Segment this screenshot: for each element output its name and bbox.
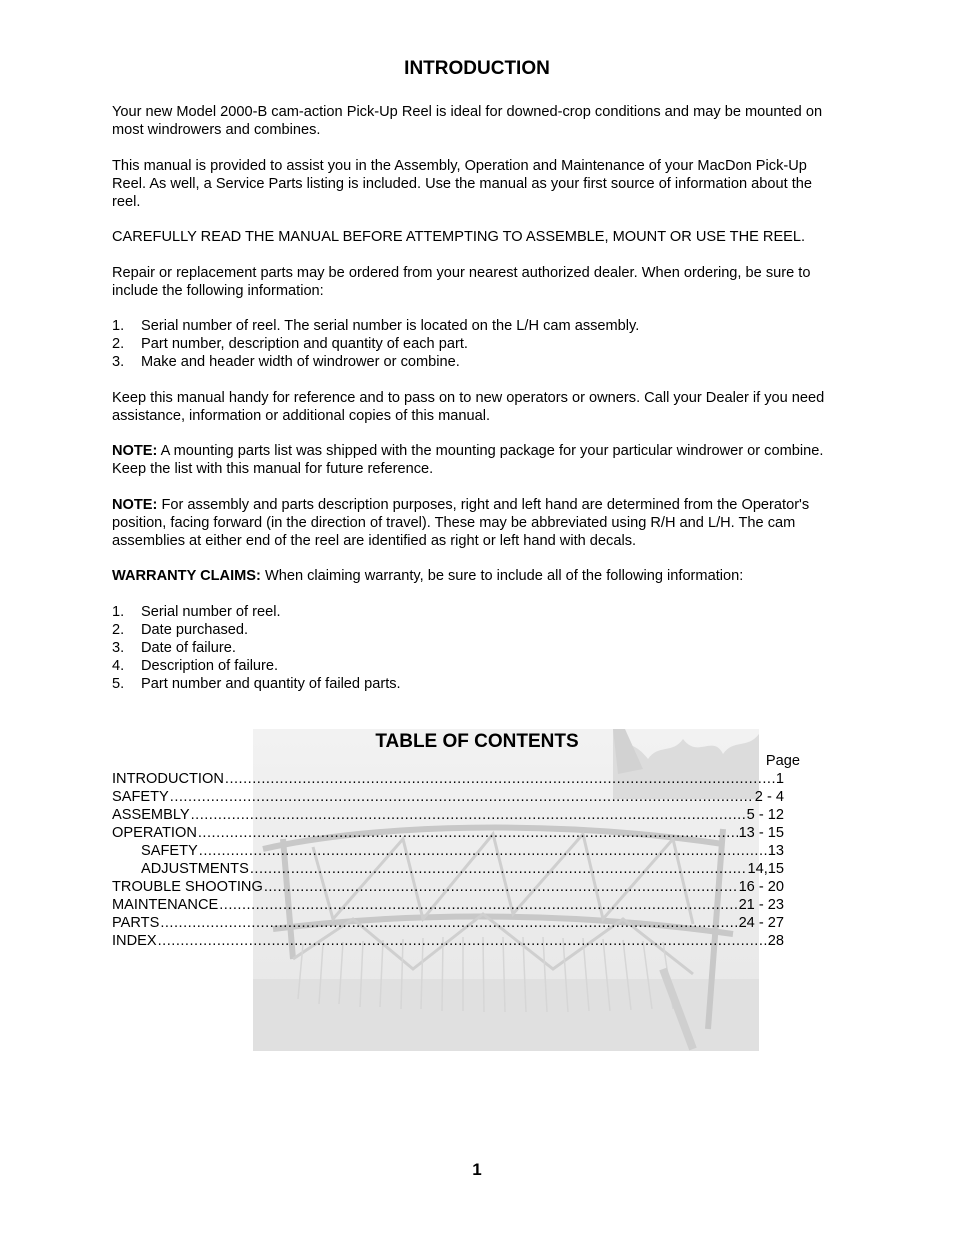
list-item: 3. Make and header width of windrower or combine. <box>112 354 460 370</box>
note-mounting-parts: NOTE: A mounting parts list was shipped with the mounting package for your particular windrower or combine. Keep the list with this manual for future reference. <box>112 443 824 477</box>
intro-paragraph-manual-purpose: This manual is provided to assist you in the Assembly, Operation and Maintenance of your MacDon Pick-Up Reel. As well, a Service Parts listing is included. Use the manual as your first source of information about the reel. <box>112 157 813 210</box>
intro-paragraph-caution: CAREFULLY READ THE MANUAL BEFORE ATTEMPTING TO ASSEMBLE, MOUNT OR USE THE REEL. <box>112 229 806 245</box>
toc-entry[interactable]: TROUBLE SHOOTING ..... 16 - 20 <box>112 878 784 896</box>
note-label: NOTE: <box>112 496 158 513</box>
list-item: 5. Part number and quantity of failed parts. <box>112 675 401 692</box>
list-item: 2. Part number, description and quantity of each part. <box>112 336 468 352</box>
introduction-body <box>112 103 844 710</box>
introduction-heading: INTRODUCTION <box>404 58 550 79</box>
list-item: 3. Date of failure. <box>112 639 236 656</box>
toc-entry[interactable]: SAFETY ..... 2 - 4 <box>112 788 784 806</box>
list-item: 1. Serial number of reel. The serial number is located on the L/H cam assembly. <box>112 318 640 334</box>
toc-entry[interactable]: OPERATION ..... 13 - 15 <box>112 824 784 842</box>
toc-entry[interactable]: INDEX ..... 28 <box>112 932 784 950</box>
ordering-info-list <box>112 317 844 371</box>
page-number: 1 <box>472 1160 482 1179</box>
toc-page-column-label: Page <box>765 753 800 769</box>
note-right-left-hand: NOTE: For assembly and parts description purposes, right and left hand are determined from the Operator's position, facing forward (in the direction of travel). These may be abbreviated using R/H and L/H. The cam assemblies at either end of the reel are identified as right or left hand with decals. <box>112 496 810 549</box>
intro-paragraph-model: Your new Model 2000-B cam-action Pick-Up Reel is ideal for downed-crop conditions and may be mounted on most windrowers and combines. <box>112 104 823 138</box>
toc-entry[interactable]: INTRODUCTION ..... 1 <box>112 770 784 788</box>
warranty-info-list <box>112 603 844 693</box>
toc-entry[interactable]: ASSEMBLY ..... 5 - 12 <box>112 806 784 824</box>
list-item: 4. Description of failure. <box>112 657 279 674</box>
warranty-claims: WARRANTY CLAIMS: When claiming warranty, be sure to include all of the following information: <box>112 568 744 584</box>
note-label: NOTE: <box>112 443 158 459</box>
toc-entry[interactable]: PARTS ..... 24 - 27 <box>112 914 784 932</box>
table-of-contents <box>112 752 800 950</box>
intro-paragraph-keep-manual: Keep this manual handy for reference and to pass on to new operators or owners. Call your Dealer if you need assistance, information or additional copies of this manual. <box>112 389 825 424</box>
warranty-label: WARRANTY CLAIMS: <box>112 568 261 584</box>
toc-heading: TABLE OF CONTENTS <box>375 731 579 752</box>
toc-subentry[interactable]: ADJUSTMENTS ..... 14,15 <box>112 860 784 878</box>
intro-paragraph-ordering: Repair or replacement parts may be ordered from your nearest authorized dealer. When ordering, be sure to include the following information: <box>112 264 811 299</box>
toc-subentry[interactable]: SAFETY ..... 13 <box>112 842 784 860</box>
list-item: 2. Date purchased. <box>112 621 249 638</box>
toc-entry[interactable]: MAINTENANCE ..... 21 - 23 <box>112 896 784 914</box>
list-item: 1. Serial number of reel. <box>112 603 281 620</box>
